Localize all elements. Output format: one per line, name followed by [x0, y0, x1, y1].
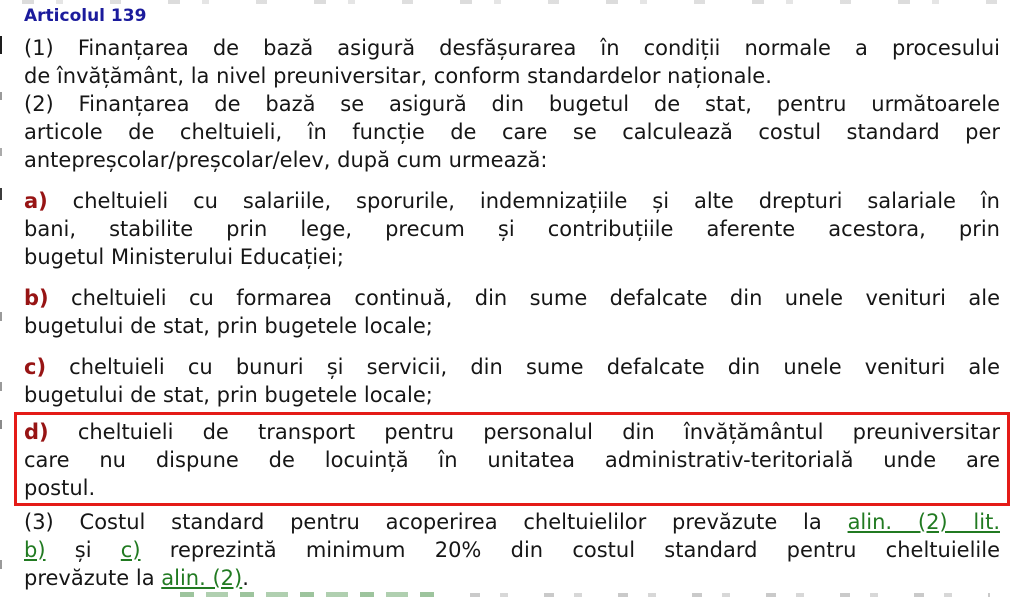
left-edge-artifact: [0, 312, 2, 321]
text-line: bani, stabilite prin lege, precum și contribuțiile aferente acestora, prin: [24, 217, 1000, 241]
letter-marker-d: d): [24, 420, 49, 444]
letter-marker-c: c): [24, 355, 47, 379]
text-line: [24, 353, 1000, 381]
text-line: [24, 564, 1000, 592]
left-edge-artifact: [0, 148, 2, 156]
text-line: (1) Finanțarea de bază asigură desfășurarea în condiții normale a procesului: [24, 36, 1000, 60]
paragraph-3-text: reprezintă minimum 20% din costul standard pentru cheltuielile: [140, 538, 1000, 562]
left-edge-artifact: [0, 420, 2, 429]
paragraph-3: [0, 508, 1024, 592]
paragraph-d-text: cheltuieli de transport pentru personalul din învățământul preuniversitar: [48, 420, 1000, 444]
text-line: care nu dispune de locuință în unitatea administrativ-teritorială unde are: [24, 448, 1000, 472]
paragraph-1: [0, 34, 1024, 90]
text-line: [24, 187, 1000, 215]
letter-marker-a: a): [24, 189, 48, 213]
paragraph-a: [0, 187, 1024, 271]
left-edge-artifact: [0, 382, 2, 391]
paragraph-c: [0, 353, 1024, 409]
link-alin-2[interactable]: alin. (2): [161, 566, 243, 590]
left-edge-artifact: [0, 92, 2, 100]
paragraph-b: [0, 284, 1024, 340]
cutoff-text-bottom: [470, 593, 990, 597]
paragraph-3-text: (3) Costul standard pentru acoperirea cheltuielilor prevăzute la: [24, 510, 848, 534]
text-line: [24, 508, 1000, 536]
text-line: (2) Finanțarea de bază se asigură din bugetul de stat, pentru următoarele: [24, 92, 1000, 116]
left-edge-artifact: [0, 188, 2, 200]
article-title: Articolul 139: [24, 6, 147, 26]
paragraph-a-text: cheltuieli cu salariile, sporurile, indemnizațiile și alte drepturi salariale în: [47, 189, 1000, 213]
left-edge-artifact: [0, 560, 2, 569]
text-line: [24, 284, 1000, 312]
link-alin-2-lit[interactable]: alin. (2) lit.: [847, 510, 1000, 534]
text-line: [24, 536, 1000, 564]
cutoff-text-bottom: [180, 592, 435, 597]
left-edge-artifact: [0, 36, 2, 54]
paragraph-b-text: cheltuieli cu formarea continuă, din sume defalcate din unele venituri ale: [48, 286, 1000, 310]
highlight-box: [14, 412, 1010, 506]
text-line: bugetului de stat, prin bugetele locale;: [24, 383, 433, 407]
text-line: [24, 418, 1000, 446]
paragraph-c-text: cheltuieli cu bunuri și servicii, din sume defalcate din unele venituri ale: [46, 355, 1000, 379]
text-line: de învățământ, la nivel preuniversitar, conform standardelor naționale.: [24, 64, 772, 88]
paragraph-3-text: și: [45, 538, 121, 562]
link-lit-b[interactable]: b): [24, 538, 46, 562]
paragraph-2: [0, 90, 1024, 174]
text-line: bugetul Ministerului Educației;: [24, 245, 344, 269]
text-line: articole de cheltuieli, în funcție de care se calculează costul standard per: [24, 120, 1000, 144]
paragraph-3-text: prevăzute la: [24, 566, 162, 590]
text-line: bugetului de stat, prin bugetele locale;: [24, 314, 433, 338]
link-lit-c[interactable]: c): [120, 538, 141, 562]
paragraph-3-text: .: [242, 566, 249, 590]
text-line: antepreșcolar/preșcolar/elev, după cum urmează:: [24, 148, 548, 172]
letter-marker-b: b): [24, 286, 49, 310]
text-line: postul.: [24, 476, 96, 500]
cutoff-text-top: [22, 0, 1002, 4]
paragraph-d: [24, 418, 1000, 502]
